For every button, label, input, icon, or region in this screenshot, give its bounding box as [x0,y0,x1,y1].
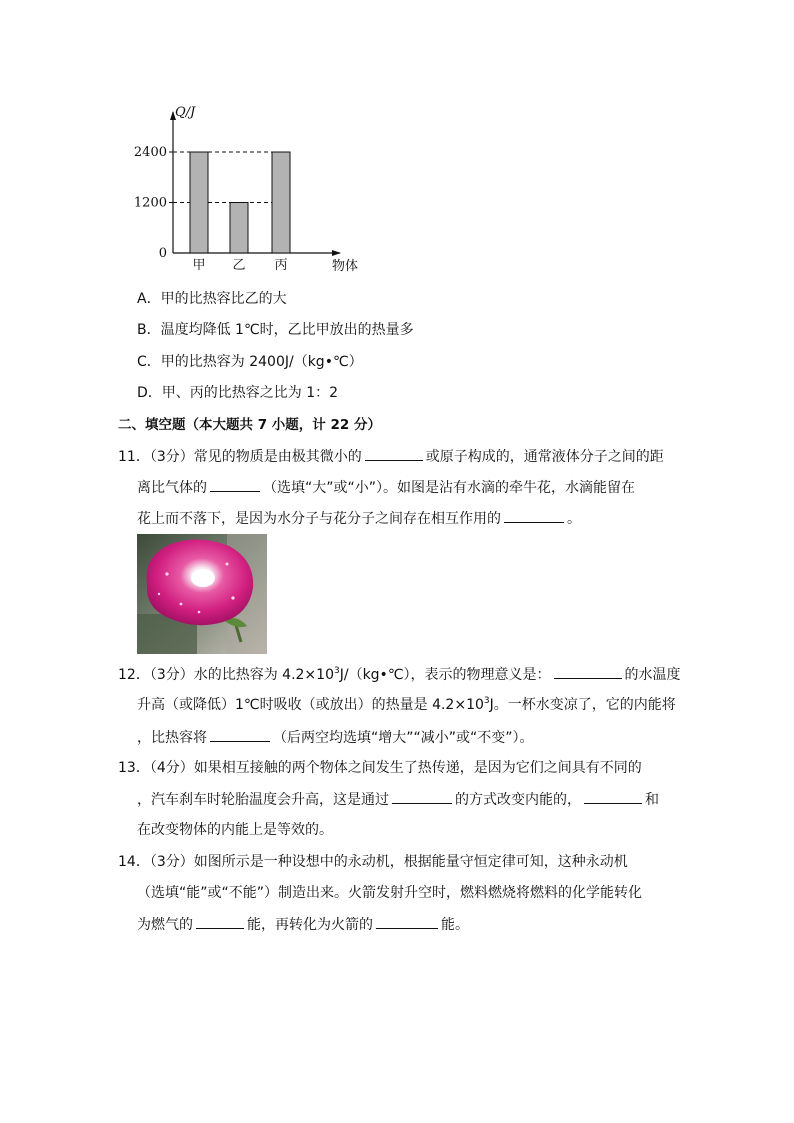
y-tick-label: 1200 [133,195,167,211]
q11-text: 。 [567,511,581,527]
q14-text: 能。 [441,917,469,933]
bar-2 [230,203,248,254]
q13-text: 和 [645,792,659,808]
q13-blank-1[interactable] [392,789,452,804]
section-heading: 二、填空题（本大题共 7 小题，计 22 分） [118,417,381,433]
q11-text: 11．（3分）常见的物质是由极其微小的 [118,449,362,465]
q12-text: （后两空均选填“增大”“减小”或“不变”）。 [273,730,534,746]
bar-1 [190,152,208,253]
q12-text: 的水温度 [624,667,681,683]
q12-superscript: 3 [483,696,490,706]
q14-blank-2[interactable] [376,914,438,929]
q13-text: 的方式改变内能的， [455,792,581,808]
q12-text: ，比热容将 [137,730,207,746]
q11-text: 离比气体的 [137,480,207,496]
morning-glory-photo [137,534,267,654]
q11-blank-1[interactable] [365,446,423,461]
q12-text: J/（kg•℃），表示的物理意义是： [339,667,551,683]
x-category-label: 乙 [232,258,246,273]
q13-blank-2[interactable] [584,789,642,804]
q11-line2 [137,477,635,498]
y-axis-label: Q/J [175,105,196,120]
x-axis-label: 物体 [332,259,359,274]
chart-bars [190,152,290,253]
q14-text: 能，再转化为火箭的 [247,917,373,933]
q11-text: 花上而不落下，是因为水分子与花分子之间存在相互作用的 [137,511,501,527]
q11-line1 [118,446,664,467]
q11-line3 [137,508,581,529]
q11-text: （选填“大”或“小”）。如图是沾有水滴的牵牛花，水滴能留在 [263,480,636,496]
bar-3 [272,152,290,253]
q12-blank-2[interactable] [210,727,270,742]
heat-bar-chart [133,100,380,280]
q12-text: J。一杯水变凉了，它的内能将 [489,697,676,713]
q12-text: 12．（3分）水的比热容为 4.2×10 [118,667,334,683]
q14-line1: 14．（3分）如图所示是一种设想中的永动机，根据能量守恒定律可知，这种永动机 [118,854,628,870]
option-a: A．甲的比热容比乙的大 [137,291,287,307]
q13-line2 [137,789,659,810]
option-d: D．甲、丙的比热容之比为 1：2 [137,385,339,401]
q13-text: ，汽车刹车时轮胎温度会升高，这是通过 [137,792,389,808]
y-tick-label: 2400 [133,145,167,160]
q11-blank-3[interactable] [504,508,564,523]
option-b: B．温度均降低 1℃时，乙比甲放出的热量多 [137,322,414,338]
x-axis-arrow [332,250,341,256]
q12-superscript: 3 [333,666,340,676]
x-category-label: 甲 [192,258,206,273]
q12-line3 [137,727,534,748]
q11-blank-2[interactable] [210,477,260,492]
option-c: C．甲的比热容为 2400J/（kg•℃） [137,354,363,370]
q12-text: 升高（或降低）1℃时吸收（或放出）的热量是 4.2×10 [137,697,484,713]
q14-line2: （选填“能”或“不能”）制造出来。火箭发射升空时，燃料燃烧将燃料的化学能转化 [137,885,643,901]
q14-line3 [137,914,469,935]
q12-line1 [118,664,681,685]
x-category-label: 丙 [274,258,288,273]
q13-line1: 13．（4分）如果相互接触的两个物体之间发生了热传递，是因为它们之间具有不同的 [118,760,642,776]
q12-blank-1[interactable] [554,664,622,679]
q12-line2 [137,695,676,715]
q14-blank-1[interactable] [196,914,244,929]
y-tick-label: 0 [158,246,167,261]
q14-text: 为燃气的 [137,917,193,933]
q13-line3: 在改变物体的内能上是等效的。 [137,822,333,838]
q11-text: 或原子构成的，通常液体分子之间的距 [425,449,664,465]
